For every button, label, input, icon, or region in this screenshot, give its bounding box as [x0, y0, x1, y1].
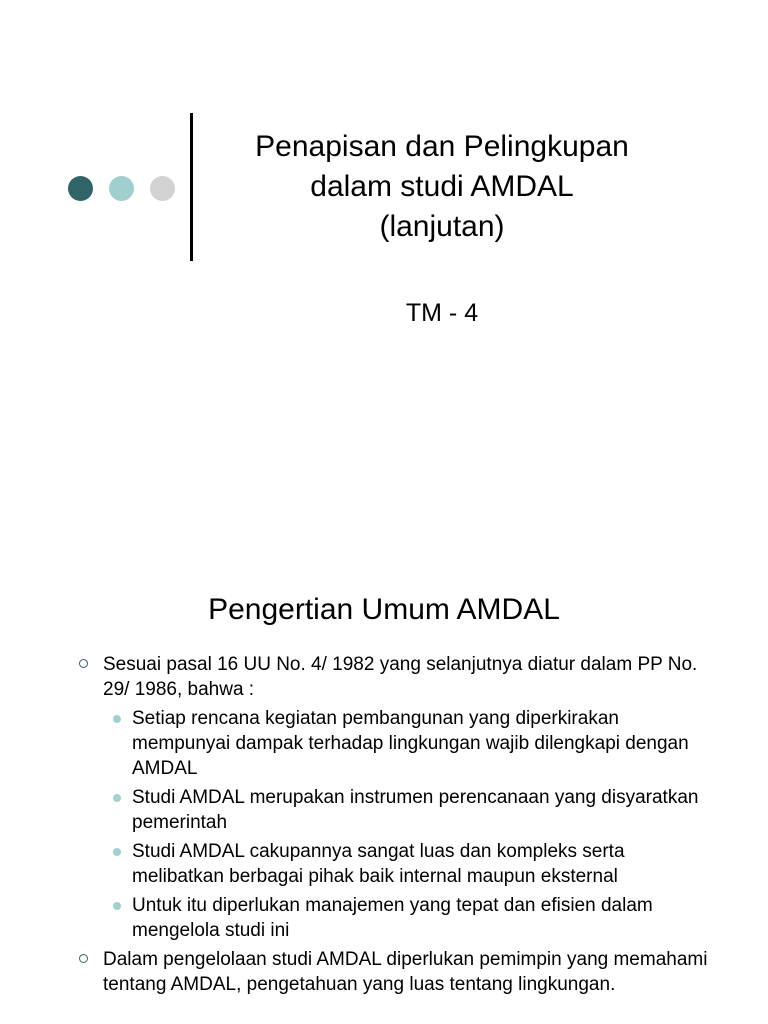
hollow-bullet-icon — [79, 954, 88, 963]
title-line: (lanjutan) — [379, 210, 505, 243]
dot-light-icon — [150, 176, 175, 201]
bullet-list — [0, 652, 768, 997]
filled-bullet-icon — [113, 794, 121, 802]
content-slide — [0, 560, 768, 1024]
filled-bullet-icon — [113, 715, 121, 723]
dot-mid-icon — [109, 176, 134, 201]
sub-bullet-item — [0, 893, 768, 943]
bullet-text: Dalam pengelolaan studi AMDAL diperlukan pemimpin yang memahami tentang AMDAL, pengetahuan yang luas tentang lingkungan. — [103, 949, 708, 995]
sub-bullet-text: Studi AMDAL cakupannya sangat luas dan kompleks serta melibatkan berbagai pihak baik internal maupun eksternal — [132, 841, 625, 887]
list-item — [0, 652, 768, 943]
list-item — [0, 947, 768, 997]
slide-subtitle: TM - 4 — [405, 299, 479, 327]
sub-bullet-list — [0, 706, 768, 943]
sub-bullet-item — [0, 839, 768, 889]
sub-bullet-item — [0, 706, 768, 781]
filled-bullet-icon — [113, 848, 121, 856]
filled-bullet-icon — [113, 902, 121, 910]
sub-bullet-item — [0, 785, 768, 835]
dot-dark-icon — [68, 176, 93, 201]
bullet-item — [0, 947, 768, 997]
title-line: dalam studi AMDAL — [310, 170, 574, 203]
slide-title — [220, 127, 664, 247]
bullet-item — [0, 652, 768, 702]
vertical-divider — [190, 113, 193, 261]
sub-bullet-text: Studi AMDAL merupakan instrumen perencanaan yang disyaratkan pemerintah — [132, 787, 699, 833]
slide-title: Pengertian Umum AMDAL — [208, 593, 560, 626]
title-line: Penapisan dan Pelingkupan — [255, 130, 629, 163]
hollow-bullet-icon — [79, 659, 88, 668]
bullet-text: Sesuai pasal 16 UU No. 4/ 1982 yang selanjutnya diatur dalam PP No. 29/ 1986, bahwa : — [103, 654, 698, 700]
sub-bullet-text: Setiap rencana kegiatan pembangunan yang diperkirakan mempunyai dampak terhadap lingkungan wajib dilengkapi dengan AMDAL — [132, 708, 689, 779]
sub-bullet-text: Untuk itu diperlukan manajemen yang tepat dan efisien dalam mengelola studi ini — [132, 895, 653, 941]
